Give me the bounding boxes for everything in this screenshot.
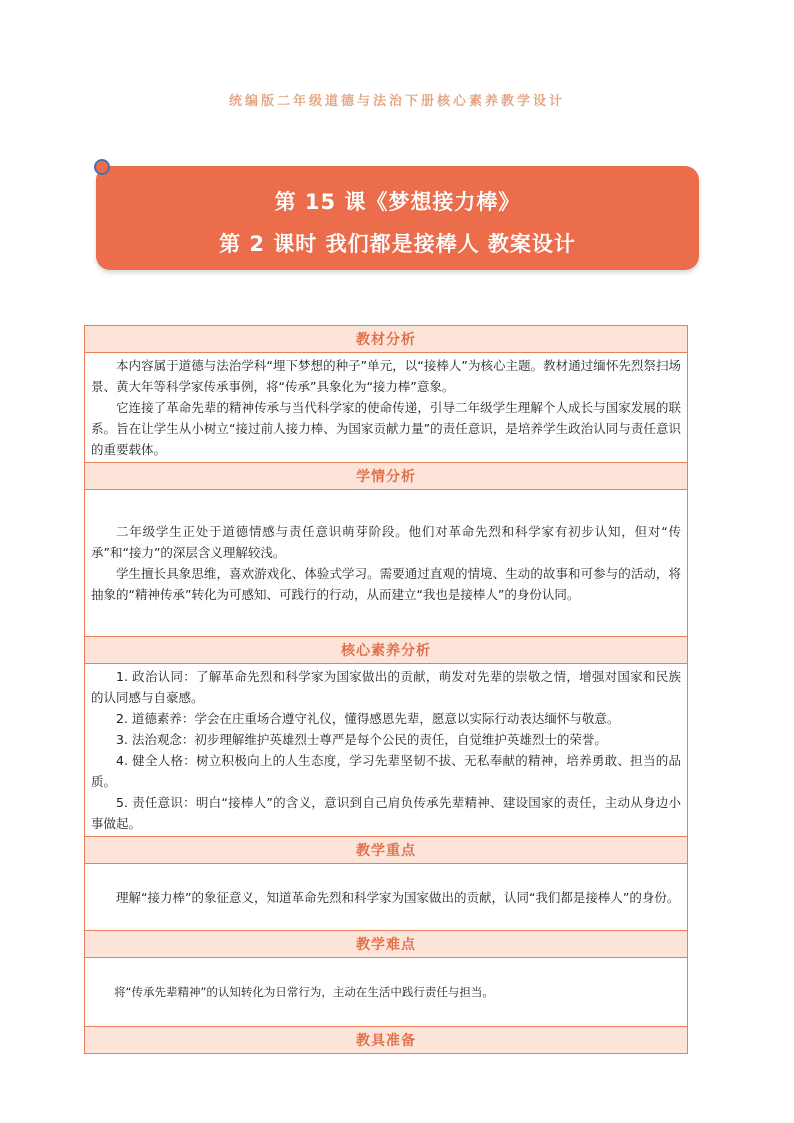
section-heading-materials: 教具准备 [85,1027,688,1054]
section-heading-literacy: 核心素养分析 [85,637,688,664]
section-heading-textbook: 教材分析 [85,326,688,353]
list-item: 1. 政治认同：了解革命先烈和科学家为国家做出的贡献，萌发对先辈的崇敬之情，增强对国家和民族的认同感与自豪感。 [91,669,681,705]
paragraph: 学生擅长具象思维，喜欢游戏化、体验式学习。需要通过直观的情境、生动的故事和可参与的活动，将抽象的“精神传承”转化为可感知、可践行的行动，从而建立“我也是接棒人”的身份认同。 [91,566,681,602]
section-body-key-points [85,864,688,931]
paragraph: 它连接了革命先辈的精神传承与当代科学家的使命传递，引导二年级学生理解个人成长与国家发展的联系。旨在让学生从小树立“接过前人接力棒、为国家贡献力量”的责任意识，是培养学生政治认同与责任意识的重要载体。 [91,400,681,457]
list-item: 4. 健全人格：树立积极向上的人生态度，学习先辈坚韧不拔、无私奉献的精神，培养勇敢、担当的品质。 [91,753,681,789]
paragraph: 二年级学生正处于道德情感与责任意识萌芽阶段。他们对革命先烈和科学家有初步认知，但对“传承”和“接力”的深层含义理解较浅。 [91,524,681,560]
section-body-difficulties [85,958,688,1027]
section-body-students [85,490,688,637]
section-heading-difficulties: 教学难点 [85,931,688,958]
section-heading-students: 学情分析 [85,463,688,490]
lesson-title-banner [96,166,699,270]
lesson-plan-table [84,325,688,1054]
list-item: 2. 道德素养：学会在庄重场合遵守礼仪，懂得感恩先辈，愿意以实际行动表达缅怀与敬意。 [116,711,620,726]
pin-decoration-icon [94,159,110,175]
lesson-title: 第 15 课《梦想接力棒》 [274,190,521,214]
lesson-subtitle: 第 2 课时 我们都是接棒人 教案设计 [219,232,576,256]
paragraph: 本内容属于道德与法治学科“埋下梦想的种子”单元，以“接棒人”为核心主题。教材通过缅怀先烈祭扫场景、黄大年等科学家传承事例，将“传承”具象化为“接力棒”意象。 [91,358,681,394]
section-body-literacy [85,664,688,837]
list-item: 5. 责任意识：明白“接棒人”的含义，意识到自己肩负传承先辈精神、建设国家的责任，主动从身边小事做起。 [91,795,681,831]
series-title: 统编版二年级道德与法治下册核心素养教学设计 [228,94,565,109]
list-item: 3. 法治观念：初步理解维护英雄烈士尊严是每个公民的责任，自觉维护英雄烈士的荣誉。 [116,732,607,747]
paragraph: 理解“接力棒”的象征意义，知道革命先烈和科学家为国家做出的贡献，认同“我们都是接棒人”的身份。 [116,889,680,905]
paragraph: 将“传承先辈精神”的认知转化为日常行为，主动在生活中践行责任与担当。 [114,984,494,999]
section-body-textbook [85,353,688,463]
section-heading-key-points: 教学重点 [85,837,688,864]
